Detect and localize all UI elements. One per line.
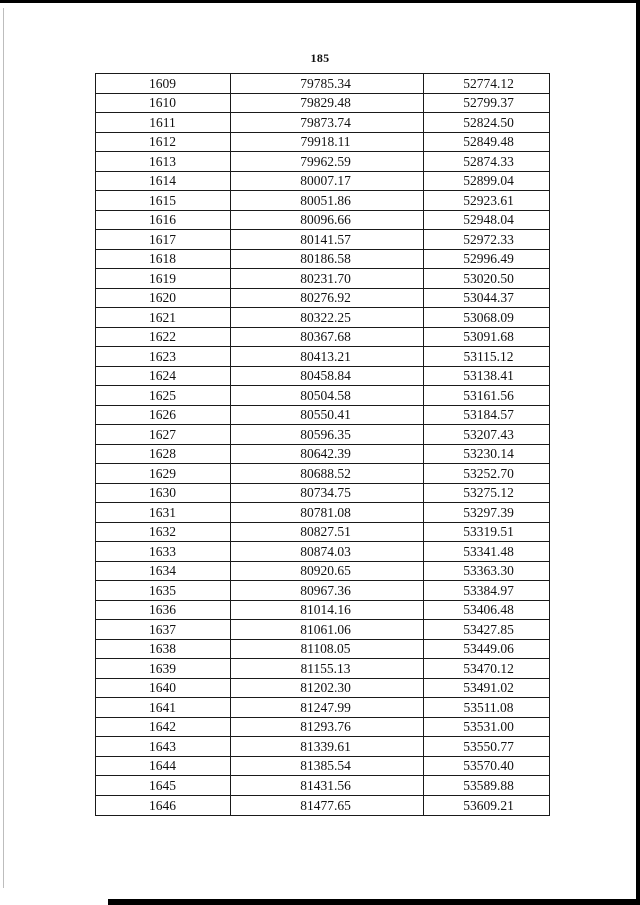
table-row: [96, 523, 549, 543]
value-a-cell: 80413.21: [300, 348, 351, 364]
row-index-cell: 1635: [149, 582, 176, 598]
value-a-cell: 80827.51: [300, 524, 351, 539]
row-index-cell: 1644: [149, 758, 176, 773]
value-a-cell: 81061.06: [300, 621, 351, 637]
value-b-cell: 53319.51: [463, 524, 514, 539]
value-b-cell: 53384.97: [463, 582, 514, 598]
value-b-cell: 53161.56: [463, 387, 514, 403]
row-index-cell: 1639: [149, 660, 176, 676]
value-b-cell: 53044.37: [463, 290, 514, 305]
table-row: [96, 406, 549, 426]
value-a-cell: 79962.59: [300, 153, 351, 169]
table-row: [96, 425, 549, 445]
table-row: [96, 133, 549, 153]
value-a-cell: 80051.86: [300, 192, 351, 208]
value-a-cell: 81339.61: [300, 738, 351, 754]
scan-border-bottom: [108, 899, 640, 905]
table-row: [96, 698, 549, 718]
row-index-cell: 1618: [149, 251, 176, 266]
value-b-cell: 53091.68: [463, 329, 514, 344]
row-index-cell: 1629: [149, 465, 176, 481]
value-b-cell: 52972.33: [463, 231, 514, 247]
scan-border-right: [636, 0, 640, 905]
value-a-cell: 80967.36: [300, 582, 351, 598]
value-b-cell: 53470.12: [463, 660, 514, 676]
table-row: [96, 347, 549, 367]
row-index-cell: 1637: [149, 621, 176, 637]
value-a-cell: 81385.54: [300, 758, 351, 773]
table-row: [96, 796, 549, 816]
value-b-cell: 53184.57: [463, 407, 514, 422]
value-b-cell: 52774.12: [463, 75, 514, 91]
table-row: [96, 757, 549, 777]
value-b-cell: 53531.00: [463, 719, 514, 734]
value-a-cell: 80642.39: [300, 446, 351, 461]
table-row: [96, 94, 549, 114]
row-index-cell: 1642: [149, 719, 176, 734]
table-row: [96, 445, 549, 465]
value-a-cell: 80096.66: [300, 212, 351, 227]
table-row: [96, 484, 549, 504]
value-a-cell: 81202.30: [300, 680, 351, 695]
table-row: [96, 269, 549, 289]
value-a-cell: 81477.65: [300, 797, 351, 813]
value-b-cell: 53550.77: [463, 738, 514, 754]
value-a-cell: 81108.05: [300, 641, 351, 656]
value-a-cell: 80504.58: [300, 387, 351, 403]
value-b-cell: 53207.43: [463, 426, 514, 442]
row-index-cell: 1627: [149, 426, 176, 442]
value-a-cell: 79918.11: [300, 134, 351, 149]
value-b-cell: 53609.21: [463, 797, 514, 813]
table-row: [96, 308, 549, 328]
value-b-cell: 52849.48: [463, 134, 514, 149]
table-row: [96, 328, 549, 348]
row-index-cell: 1609: [149, 75, 176, 91]
table-row: [96, 718, 549, 738]
value-b-cell: 53252.70: [463, 465, 514, 481]
row-index-cell: 1636: [149, 602, 176, 617]
value-a-cell: 79829.48: [300, 95, 351, 110]
value-a-cell: 81431.56: [300, 777, 351, 793]
value-a-cell: 80596.35: [300, 426, 351, 442]
row-index-cell: 1617: [149, 231, 176, 247]
value-a-cell: 80141.57: [300, 231, 351, 247]
row-index-cell: 1640: [149, 680, 176, 695]
value-b-cell: 53068.09: [463, 309, 514, 325]
table-row: [96, 542, 549, 562]
value-a-cell: 81293.76: [300, 719, 351, 734]
row-index-cell: 1633: [149, 543, 176, 559]
table-row: [96, 464, 549, 484]
row-index-cell: 1638: [149, 641, 176, 656]
row-index-cell: 1632: [149, 524, 176, 539]
table-row: [96, 776, 549, 796]
table-row: [96, 620, 549, 640]
value-b-cell: 52923.61: [463, 192, 514, 208]
value-a-cell: 80367.68: [300, 329, 351, 344]
table-row: [96, 659, 549, 679]
table-row: [96, 152, 549, 172]
scan-border-left: [3, 8, 4, 888]
row-index-cell: 1613: [149, 153, 176, 169]
table-row: [96, 211, 549, 231]
value-a-cell: 81247.99: [300, 699, 351, 715]
row-index-cell: 1643: [149, 738, 176, 754]
value-b-cell: 53589.88: [463, 777, 514, 793]
value-b-cell: 53511.08: [463, 699, 514, 715]
value-b-cell: 52824.50: [463, 114, 514, 130]
scan-border-top: [0, 0, 640, 3]
value-b-cell: 53363.30: [463, 563, 514, 578]
table-row: [96, 601, 549, 621]
value-b-cell: 53297.39: [463, 504, 514, 520]
value-b-cell: 52899.04: [463, 173, 514, 188]
value-a-cell: 79785.34: [300, 75, 351, 91]
row-index-cell: 1623: [149, 348, 176, 364]
row-index-cell: 1630: [149, 485, 176, 500]
table-row: [96, 640, 549, 660]
row-index-cell: 1626: [149, 407, 176, 422]
row-index-cell: 1621: [149, 309, 176, 325]
table-row: [96, 679, 549, 699]
value-b-cell: 52948.04: [463, 212, 514, 227]
table-row: [96, 191, 549, 211]
row-index-cell: 1615: [149, 192, 176, 208]
value-a-cell: 80007.17: [300, 173, 351, 188]
value-a-cell: 80186.58: [300, 251, 351, 266]
value-a-cell: 80276.92: [300, 290, 351, 305]
table-row: [96, 289, 549, 309]
value-a-cell: 80322.25: [300, 309, 351, 325]
row-index-cell: 1641: [149, 699, 176, 715]
value-a-cell: 81014.16: [300, 602, 351, 617]
value-a-cell: 81155.13: [300, 660, 351, 676]
value-b-cell: 53275.12: [463, 485, 514, 500]
table-row: [96, 503, 549, 523]
value-b-cell: 53406.48: [463, 602, 514, 617]
value-b-cell: 53427.85: [463, 621, 514, 637]
row-index-cell: 1612: [149, 134, 176, 149]
data-table: [95, 73, 550, 816]
page-number: 185: [310, 51, 330, 65]
value-b-cell: 53491.02: [463, 680, 514, 695]
value-a-cell: 80781.08: [300, 504, 351, 520]
value-a-cell: 79873.74: [300, 114, 351, 130]
value-b-cell: 52874.33: [463, 153, 514, 169]
value-b-cell: 53115.12: [463, 348, 514, 364]
value-a-cell: 80231.70: [300, 270, 351, 286]
value-b-cell: 53138.41: [463, 368, 514, 383]
value-b-cell: 53570.40: [463, 758, 514, 773]
value-a-cell: 80688.52: [300, 465, 351, 481]
value-b-cell: 53341.48: [463, 543, 514, 559]
row-index-cell: 1619: [149, 270, 176, 286]
value-b-cell: 53020.50: [463, 270, 514, 286]
value-b-cell: 53449.06: [463, 641, 514, 656]
table-row: [96, 113, 549, 133]
row-index-cell: 1622: [149, 329, 176, 344]
row-index-cell: 1625: [149, 387, 176, 403]
value-b-cell: 53230.14: [463, 446, 514, 461]
row-index-cell: 1611: [149, 114, 176, 130]
table-row: [96, 386, 549, 406]
row-index-cell: 1646: [149, 797, 176, 813]
value-a-cell: 80734.75: [300, 485, 351, 500]
value-a-cell: 80458.84: [300, 368, 351, 383]
value-b-cell: 52799.37: [463, 95, 514, 110]
table-row: [96, 367, 549, 387]
row-index-cell: 1624: [149, 368, 176, 383]
row-index-cell: 1634: [149, 563, 176, 578]
value-a-cell: 80550.41: [300, 407, 351, 422]
row-index-cell: 1610: [149, 95, 176, 110]
table-row: [96, 250, 549, 270]
row-index-cell: 1628: [149, 446, 176, 461]
value-a-cell: 80920.65: [300, 563, 351, 578]
table-row: [96, 737, 549, 757]
row-index-cell: 1631: [149, 504, 176, 520]
value-b-cell: 52996.49: [463, 251, 514, 266]
row-index-cell: 1620: [149, 290, 176, 305]
table-row: [96, 581, 549, 601]
table-row: [96, 562, 549, 582]
table-row: [96, 74, 549, 94]
value-a-cell: 80874.03: [300, 543, 351, 559]
row-index-cell: 1614: [149, 173, 176, 188]
table-row: [96, 230, 549, 250]
table-row: [96, 172, 549, 192]
row-index-cell: 1645: [149, 777, 176, 793]
row-index-cell: 1616: [149, 212, 176, 227]
